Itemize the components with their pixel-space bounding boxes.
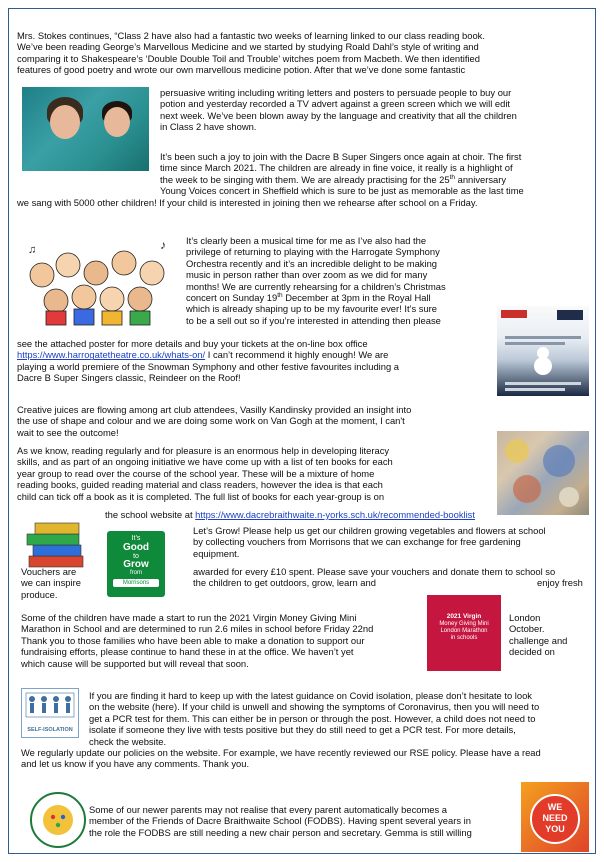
class2-paragraph: Mrs. Stokes continues, “Class 2 have also had a fantastic two weeks of learning linked to our class reading book. We’ve been reading George’s Marvellous Medicine and we started by studying Roald Dahl’s style of writing and comparing it to Shakespeare’s ‘Double Double Toil and Trouble’ witches poem from Macbeth. We then identified features of good poetry and wrote our own marvellous medicine potion. After that we’ve done some fantastic xyxy=(17,30,485,76)
self-isolation-icon: SELF-ISOLATION xyxy=(21,688,79,738)
super-singers-last-line: we sang with 5000 other children! If your child is interested in joining then we rehearse after school on a Friday. xyxy=(17,197,478,208)
symphony-paragraph-wrap: It’s clearly been a musical time for me as I’ve also had the privilege of returning to playing with the Harrogate Symphony Orchestra recently and it’s an incredible delight to be making music in person rather than over zoom as we did for many months! We are currently rehearsing for a children’s Christmas concert on Sunday 19th December at 3pm in the Royal Hall which is already shaping up to be my favourite ever! It’s sure to be a sell out so if you’re interested in attending then please xyxy=(186,235,446,326)
newsletter-page: Mrs. Stokes continues, “Class 2 have also had a fantastic two weeks of learning linked to our class reading book. We’ve been reading George’s Marvellous Medicine and we started by studying Roald Dahl’s style of writing and comparing it to Shakespeare’s ‘Double Double Toil and Trouble’ witches poem from Macbeth. We then identified features of good poetry and wrote our own marvellous medicine potion. After that we’ve done some fantastic persuasive writing including writing letters and posters to persuade people to buy our potion and yesterday recorded a TV advert against a green screen which we will edit next week. We’ve been blown away by the language and creativity that all the children in Class 2 have shown. It’s been such a joy to join with the Dacre B Super Singers once again at choir. The first time since March 2021. The children are already in fine voice, it really is a highlight of the week to be singing with them. We are already practising for the 25th anniversary Young Voices concert in Sheffield which is sure to be just as memorable as the last time we sang with 5000 other children! If your child is interested in joining then we rehearse after school on a Friday. ♪ ♫ It’s clearly been a musical time for me as I’ve also had the privilege of returning to playing with the Harrogate Symphony Orchestra recently and it’s an incredible delight to be making music in person rather than over zoom as we did for many months! We are currently rehearsing for a children’s Christmas concert on Sunday 19th December at 3pm in the Royal Hall which is already shaping up to be my favourite ever! It’s sure to be a sell out so if you’re interested in attending then please see the attached poster for more details and buy your tickets at the on-line box office https://www.harrogatetheatre.co.uk/whats-on/ I can’t recommend it highly enough! We are playing a world premiere of the Snowman Symphony and other festive favourites including a Dacre B Super Singers classic, Reindeer on the Roof! Creative juices are flowing among art club attendees, Vasilly Kandinsky provided an insight into the use of shape and colour and we are doing some work on Van Gogh at the moment, I can't wait to see the outcome! As we know, reading regularly and for pleasure is an enormous help in developing literacy skills, and as part of an ongoing initiative we have come up with a list of ten books for each year group to read over the course of the school year. These will be a mixture of home reading books, guided reading material and class readers, however the idea is that each child can tick off a book as it is completed. The full list of books for each year-group is on the school website at https://www.dacrebraithwaite.n-yorks.sch.uk/recommended-booklist It’s Good to Grow from Morrisons Let’s Grow! Please help us get our children growing vegetables and flowers at school by collecting vouchers from Morrisons that we can exchange for free gardening equipment. Vouchers are we can inspire awarded for every £10 spent. Please save your vouchers and donate them to school so the children to get outdoors, grow, learn and enjoy fresh produce. Some of the children have made a start to run the 2021 Virgin Money Giving Mini Marathon in School and are determined to run 2.6 miles in school before Friday 22nd Thank you to those families who have been able to make a donation to support our fundraising efforts, please continue to hand these in at the office. We haven’t yet which cause will be supported but will reveal that soon. 2021 Virgin Money Giving Mini London Marathon in schools London October. challenge and decided on SELF-ISOLATION If you are finding it hard to keep up with the latest guidance on Covid isolation, please don’t hesitate to look on the website (here). If your child is unwell and showing the symptoms of Coronavirus, then you will need to get a PCR test for them. This can either be in person or through the post. However, a child does not need to isolate if someone they live with tests positive but they do still need to get a PCR test. For more details, check the website. We regularly update our policies on the website. For example, we have recently reviewed our RSE policy. Please have a read and let us know if you have any comments. Thank you. Some of our newer parents may not realise that every parent automatically becomes a member of the Friends of Dacre Braithwaite School (FODBS). Having spent several years in the role the FODBS are still needing a new chair person and secretary. Gemma is still willing WE NEED YOU xyxy=(8,8,596,854)
fodbs-paragraph: Some of our newer parents may not realise that every parent automatically becomes a member of the Friends of Dacre Braithwaite School (FODBS). Having spent several years in the role the FODBS are still needing a new chair person and secretary. Gemma is still willing xyxy=(89,804,472,838)
friends-of-dacre-logo xyxy=(23,788,93,852)
choir-cartoon-image xyxy=(20,235,180,331)
virgin-money-mini-marathon-logo: 2021 Virgin Money Giving Mini London Marathon in schools xyxy=(427,595,501,671)
policies-paragraph: We regularly update our policies on the website. For example, we have recently reviewed our RSE policy. Please have a read and let us know if you have any comments. Thank you. xyxy=(21,747,541,770)
covid-isolation-paragraph: If you are finding it hard to keep up with the latest guidance on Covid isolation, please don’t hesitate to look on the website (here). If your child is unwell and showing the symptoms of Coronavirus, then you will need to get a PCR test for them. This can either be in person or through the post. However, a child does not need to isolate if someone they live with tests positive but they do still need to get a PCR test. For more details, check the website. xyxy=(89,690,540,747)
class2-paragraph-wrap: persuasive writing including writing letters and posters to persuade people to buy our potion and yesterday recorded a TV advert against a green screen which we will edit next week. We’ve been blown away by the language and creativity that all the children in Class 2 have shown. xyxy=(160,87,517,133)
svg-text:♪: ♪ xyxy=(160,238,166,252)
we-need-you-sign: WE NEED YOU xyxy=(521,782,589,852)
art-club-paragraph: Creative juices are flowing among art club attendees, Vasilly Kandinsky provided an insight into the use of shape and colour and we are doing some work on Van Gogh at the moment, I can't wait to see the outcome! xyxy=(17,404,412,438)
reading-paragraph: As we know, reading regularly and for pleasure is an enormous help in developing literacy skills, and as part of an ongoing initiative we have come up with a list of ten books for each year group to read over the course of the school year. These will be a mixture of home reading books, guided reading material and class readers, however the idea is that each child can tick off a book as it is completed. The full list of books for each year-group is on xyxy=(17,445,393,502)
art-club-photo xyxy=(497,431,589,515)
svg-text:♫: ♫ xyxy=(28,244,37,256)
mini-marathon-paragraph: Some of the children have made a start to run the 2021 Virgin Money Giving Mini Marathon in School and are determined to run 2.6 miles in school before Friday 22nd Thank you to those families who have been able to make a donation to support our fundraising efforts, please continue to hand these in at the office. We haven’t yet which cause will be supported but will reveal that soon. xyxy=(21,612,374,669)
super-singers-paragraph: It’s been such a joy to join with the Dacre B Super Singers once again at choir. The first time since March 2021. The children are already in fine voice, it really is a highlight of the week to be singing with them. We are already practising for the 25th anniversary Young Voices concert in Sheffield which is sure to be just as memorable as the last time xyxy=(160,151,524,197)
booklist-link[interactable]: https://www.dacrebraithwaite.n-yorks.sch.uk/recommended-booklist xyxy=(195,509,475,520)
harrogate-theatre-link[interactable]: https://www.harrogatetheatre.co.uk/whats-on/ xyxy=(17,349,206,361)
its-good-to-grow-logo: It’s Good to Grow from Morrisons xyxy=(107,531,165,597)
lets-grow-paragraph: Let’s Grow! Please help us get our children growing vegetables and flowers at school by collecting vouchers from Morrisons that we can exchange for free gardening equipment. xyxy=(193,525,546,559)
symphony-paragraph-full: see the attached poster for more details and buy your tickets at the on-line box office https://www.harrogatetheatre.co.uk/whats-on/ I can’t recommend it highly enough! We are playing a world premiere of the Snowman Symphony and other festive favourites including a Dacre B Super Singers classic, Reindeer on the Roof! xyxy=(17,338,399,384)
books-stack-image xyxy=(23,512,89,570)
green-screen-photo xyxy=(22,87,149,171)
snowman-concert-poster xyxy=(497,306,589,396)
